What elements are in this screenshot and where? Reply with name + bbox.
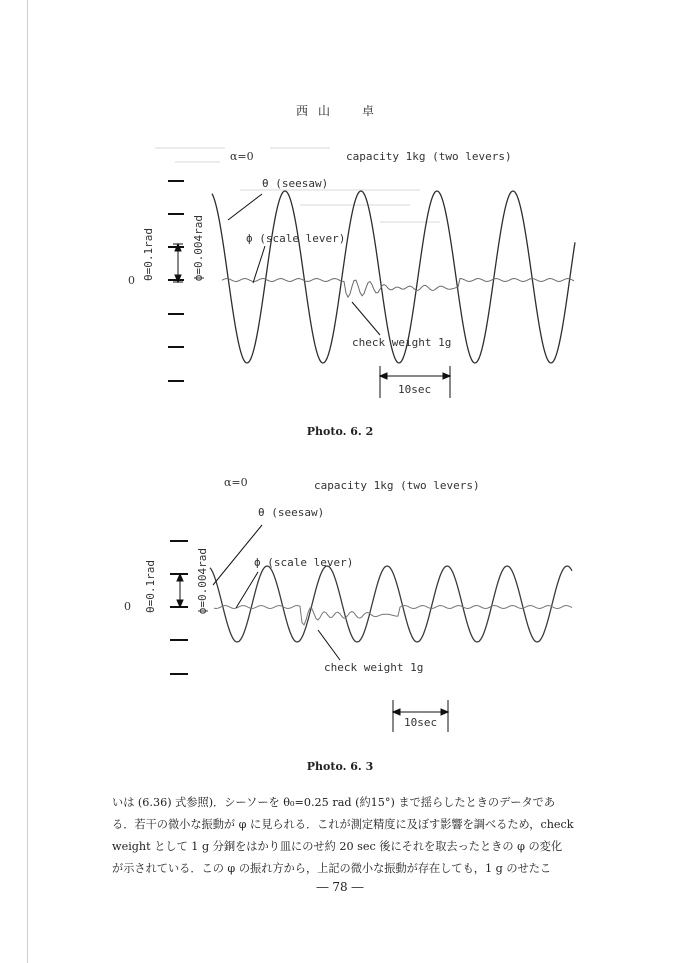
body-line: る．若干の微小な振動が φ に見られる．これが測定精度に及ぼす影響を調べるため，check: [112, 818, 574, 831]
running-header-author: 西山 卓: [295, 104, 384, 118]
figure2-alpha-label: α=0: [224, 476, 248, 489]
body-paragraph: [112, 792, 582, 880]
body-line: いは (6.36) 式参照)．シーソーを θ₀=0.25 rad (約15°) まで揺らしたときのデータであ: [112, 796, 556, 809]
figure1-phi-label: ϕ (scale lever): [246, 232, 346, 245]
figure2-phi-trace: [214, 606, 572, 625]
figure1-zero-label: 0: [128, 274, 135, 287]
figure2-zero-label: 0: [124, 600, 131, 613]
figure2-theta-label: θ (seesaw): [258, 506, 325, 519]
figure2-scale-arrow: [175, 574, 185, 607]
figure2-phi-scale: ϕ=0.004rad: [196, 548, 209, 615]
figure1-time-scale-label: 10sec: [398, 383, 432, 396]
figure2-check-weight-label: check weight 1g: [324, 661, 424, 674]
figure1-alpha-label: α=0: [230, 150, 254, 163]
figure2-caption: Photo. 6. 3: [306, 760, 374, 773]
figure2-capacity-label: capacity 1kg (two levers): [314, 479, 480, 492]
figure1-theta-scale: θ=0.1rad: [142, 228, 155, 281]
figure1-phi-scale: ϕ=0.004rad: [192, 215, 205, 282]
page-number: ― 78 ―: [316, 880, 364, 894]
figure1-theta-label: θ (seesaw): [262, 177, 329, 190]
figure2-time-scale-label: 10sec: [404, 716, 438, 729]
figure2-theta-trace: [210, 566, 572, 642]
body-line: が示されている．この φ の振れ方から，上記の微小な振動が存在しても，1 g のせたこ: [112, 862, 552, 875]
figure1-check-weight-label: check weight 1g: [352, 336, 452, 349]
figure2-pointers: [213, 525, 340, 660]
body-line: weight として 1 g 分銅をはかり皿にのせ約 20 sec 後にそれを取去ったときの φ の変化: [112, 840, 563, 853]
figure2-theta-scale: θ=0.1rad: [144, 560, 157, 613]
figure1-caption: Photo. 6. 2: [306, 425, 374, 438]
figure2-phi-label: ϕ (scale lever): [254, 556, 354, 569]
figure1-capacity-label: capacity 1kg (two levers): [346, 150, 512, 163]
